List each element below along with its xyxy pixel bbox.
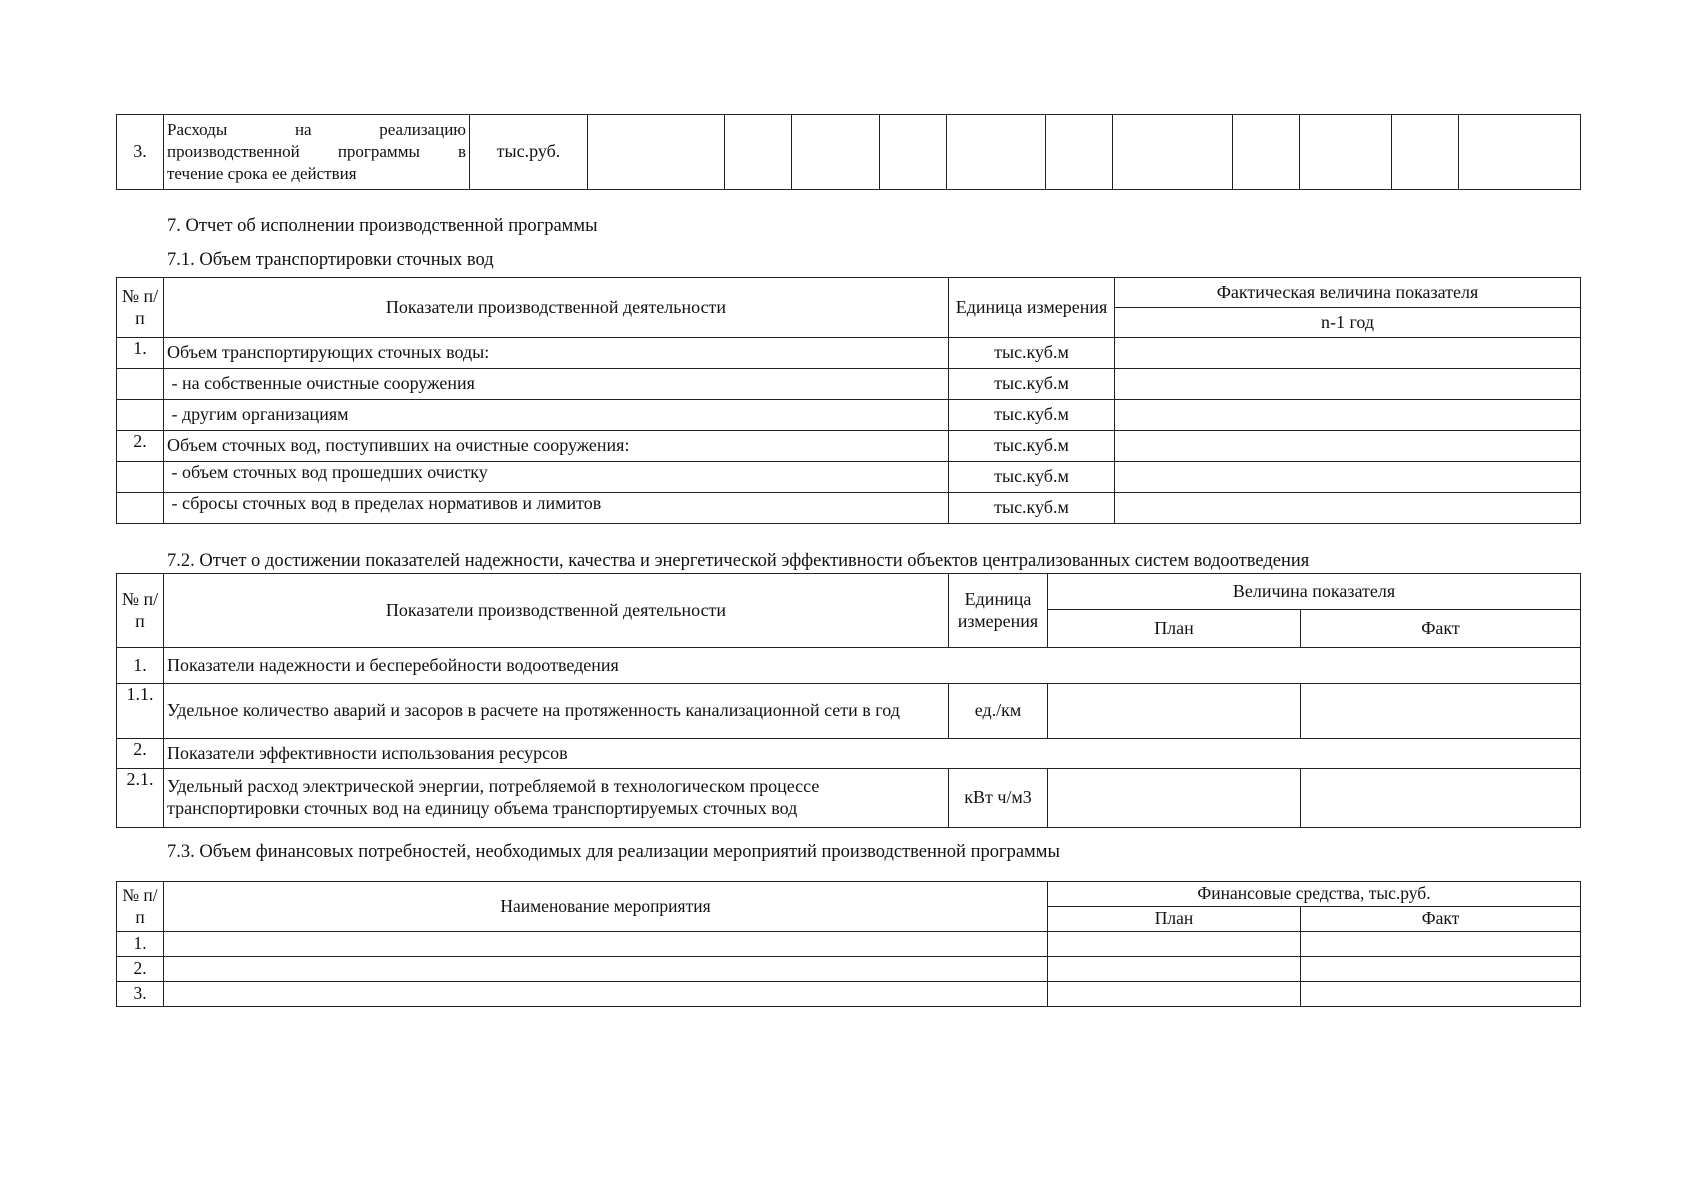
row-unit: тыс.куб.м [949,431,1115,462]
empty-cell [792,115,880,190]
header-actual-value: Фактическая величина показателя [1115,278,1581,308]
row-indicator: Удельный расход электрической энергии, потребляемой в технологическом процессе транспортировки сточных вод на единицу объема транспортируемых сточных вод [164,769,949,828]
table-row [117,982,1581,1007]
table-row [117,932,1581,957]
table-7-2 [116,573,1581,828]
row-unit: тыс.куб.м [949,493,1115,524]
row-indicator: Объем транспортирующих сточных воды: [164,338,949,369]
table-row [117,957,1581,982]
header-measure: Наименование мероприятия [164,882,1048,932]
table-7-3 [116,881,1581,1007]
header-number: № п/п [117,278,164,338]
table-row [117,462,1581,493]
empty-cell [725,115,792,190]
header-plan: План [1048,907,1301,932]
header-year: n-1 год [1115,308,1581,338]
row-unit: кВт ч/м3 [949,769,1048,828]
row-indicator: - на собственные очистные сооружения [164,369,949,400]
row-plan [1048,684,1301,739]
row-indicator: Показатели эффективности использования ресурсов [164,739,1581,769]
expense-name-cell [164,115,470,190]
row-unit: тыс.куб.м [949,338,1115,369]
empty-cell [1046,115,1113,190]
row-fact [1301,769,1581,828]
row-number: 1.1. [117,684,164,739]
empty-cell [588,115,725,190]
row-plan [1048,932,1301,957]
row-value [1115,400,1581,431]
empty-cell [1300,115,1392,190]
row-number [117,493,164,524]
row-value [1115,338,1581,369]
row-unit: тыс.куб.м [949,462,1115,493]
row-value [1115,462,1581,493]
header-financing: Финансовые средства, тыс.руб. [1048,882,1581,907]
row-indicator: Объем сточных вод, поступивших на очистные сооружения: [164,431,949,462]
expense-name-line: Расходы на реализацию [167,119,466,139]
row-fact [1301,957,1581,982]
row-value [1115,369,1581,400]
row-indicator: Показатели надежности и бесперебойности водоотведения [164,648,1581,684]
header-indicator: Показатели производственной деятельности [164,278,949,338]
row-number: 2. [117,431,164,462]
row-value [1115,431,1581,462]
empty-cell [1459,115,1581,190]
row-number: 2.1. [117,769,164,828]
table-row [117,684,1581,739]
row-measure [164,932,1048,957]
row-indicator: - объем сточных вод прошедших очистку [164,462,949,493]
row-number: 1. [117,932,164,957]
expense-name-line: течение срока ее действия [167,164,357,184]
row-indicator: - сбросы сточных вод в пределах нормативов и лимитов [164,493,949,524]
expense-name-line: производственной программы в [167,141,466,161]
row-fact [1301,982,1581,1007]
section-7-3-title: 7.3. Объем финансовых потребностей, необходимых для реализации мероприятий производственной программы [167,842,1060,862]
row-number: 3. [117,115,164,190]
section-7-2-title: 7.2. Отчет о достижении показателей надежности, качества и энергетической эффективности объектов централизованных систем водоотведения [167,551,1310,571]
header-fact: Факт [1301,610,1581,648]
header-unit: Единица измерения [949,574,1048,648]
table-row [117,648,1581,684]
header-fact: Факт [1301,907,1581,932]
header-value: Величина показателя [1048,574,1581,610]
table-row [117,769,1581,828]
header-number: № п/п [117,574,164,648]
section-7-title: 7. Отчет об исполнении производственной программы [167,216,598,236]
table-row [117,431,1581,462]
empty-cell [947,115,1046,190]
table-row [117,400,1581,431]
row-number: 3. [117,982,164,1007]
row-number [117,462,164,493]
row-measure [164,957,1048,982]
table-7-1 [116,277,1581,524]
section-7-1-title: 7.1. Объем транспортировки сточных вод [167,250,494,270]
row-unit: тыс.куб.м [949,400,1115,431]
empty-cell [1392,115,1459,190]
empty-cell [880,115,947,190]
unit-cell: тыс.руб. [470,115,588,190]
table-row [117,369,1581,400]
row-number: 1. [117,338,164,369]
row-number [117,369,164,400]
row-unit: ед./км [949,684,1048,739]
empty-cell [1233,115,1300,190]
row-number: 2. [117,739,164,769]
row-fact [1301,684,1581,739]
table-row [117,338,1581,369]
header-indicator: Показатели производственной деятельности [164,574,949,648]
top-table [116,114,1581,190]
header-plan: План [1048,610,1301,648]
row-fact [1301,932,1581,957]
empty-cell [1113,115,1233,190]
table-row [117,493,1581,524]
row-number: 1. [117,648,164,684]
header-number: № п/п [117,882,164,932]
table-row [117,739,1581,769]
header-unit: Единица измерения [949,278,1115,338]
row-plan [1048,982,1301,1007]
row-unit: тыс.куб.м [949,369,1115,400]
row-plan [1048,769,1301,828]
row-measure [164,982,1048,1007]
row-indicator: Удельное количество аварий и засоров в расчете на протяженность канализационной сети в год [164,684,949,739]
row-indicator: - другим организациям [164,400,949,431]
row-value [1115,493,1581,524]
row-number: 2. [117,957,164,982]
row-number [117,400,164,431]
row-plan [1048,957,1301,982]
